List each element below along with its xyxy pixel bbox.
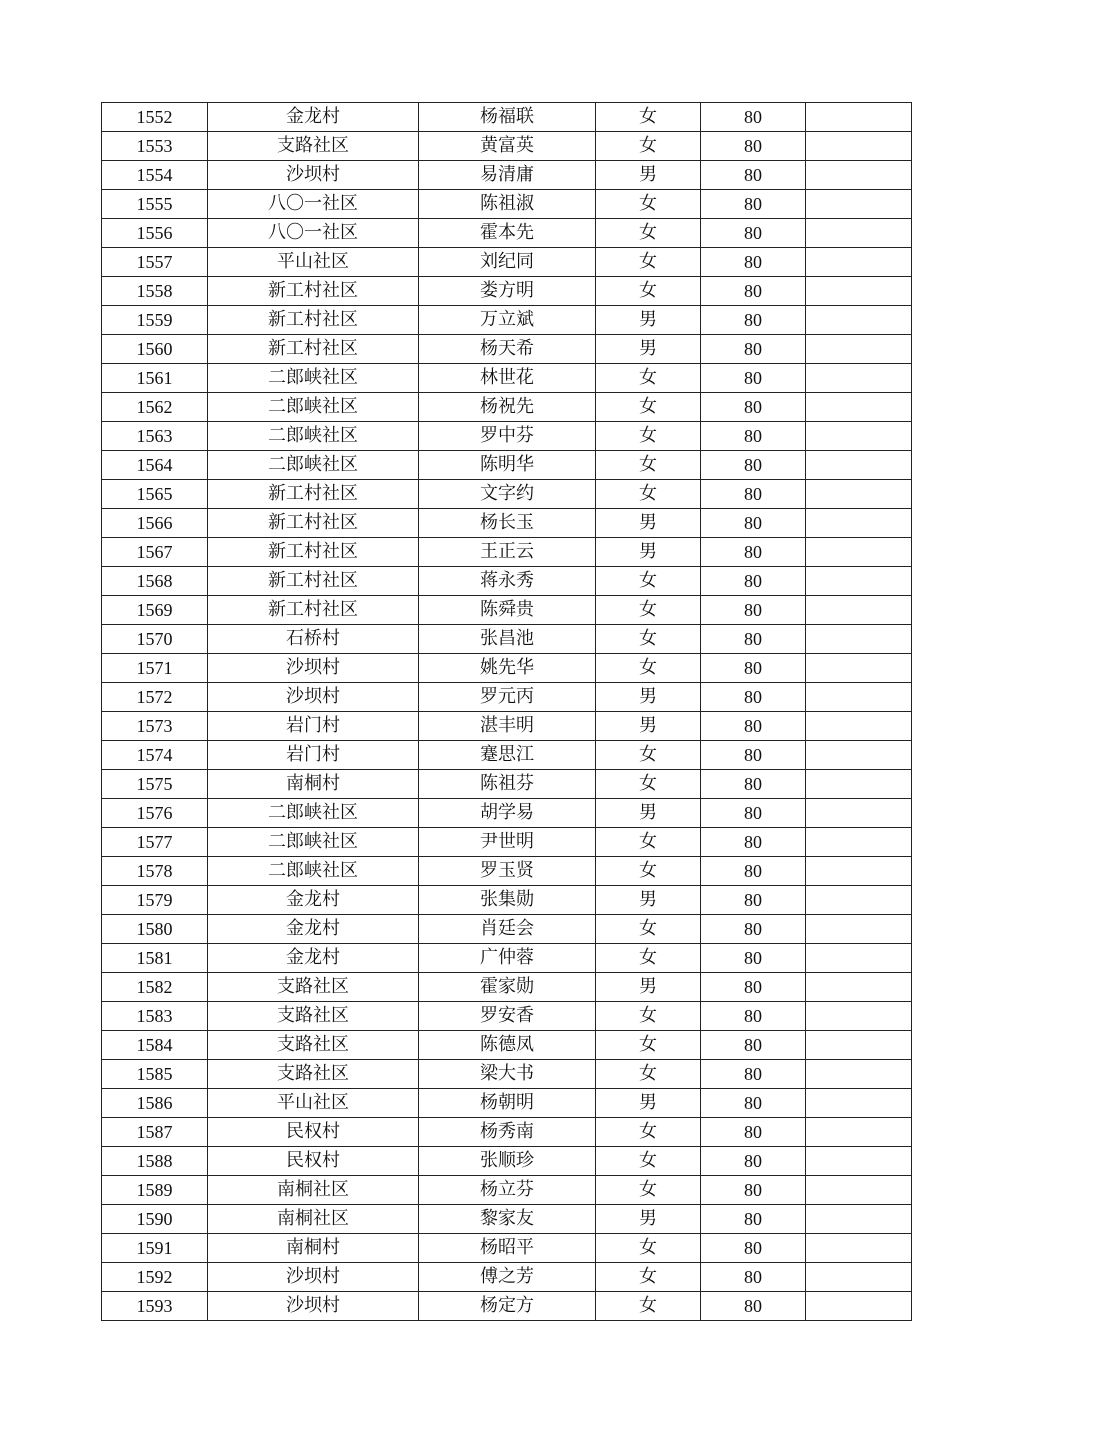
cell-remark: [806, 1002, 912, 1031]
cell-gender: 女: [596, 1118, 701, 1147]
cell-person-name: 罗玉贤: [419, 857, 596, 886]
table-row: [102, 596, 912, 625]
cell-remark: [806, 538, 912, 567]
cell-serial-number: 1565: [102, 480, 208, 509]
table-row: [102, 161, 912, 190]
cell-gender: 女: [596, 857, 701, 886]
cell-remark: [806, 248, 912, 277]
cell-age: 80: [701, 219, 806, 248]
cell-community: 新工村社区: [208, 567, 419, 596]
cell-community: 金龙村: [208, 886, 419, 915]
cell-community: 沙坝村: [208, 654, 419, 683]
cell-remark: [806, 451, 912, 480]
cell-serial-number: 1581: [102, 944, 208, 973]
table-row: [102, 248, 912, 277]
cell-remark: [806, 103, 912, 132]
cell-serial-number: 1590: [102, 1205, 208, 1234]
table-row: [102, 1176, 912, 1205]
cell-serial-number: 1580: [102, 915, 208, 944]
cell-community: 南桐社区: [208, 1205, 419, 1234]
cell-gender: 男: [596, 161, 701, 190]
table-row: [102, 509, 912, 538]
cell-community: 八〇一社区: [208, 219, 419, 248]
cell-gender: 女: [596, 596, 701, 625]
cell-remark: [806, 132, 912, 161]
cell-community: 金龙村: [208, 944, 419, 973]
cell-community: 新工村社区: [208, 596, 419, 625]
cell-community: 二郎峡社区: [208, 422, 419, 451]
cell-community: 沙坝村: [208, 1263, 419, 1292]
table-row: [102, 132, 912, 161]
cell-age: 80: [701, 1234, 806, 1263]
cell-serial-number: 1569: [102, 596, 208, 625]
cell-remark: [806, 741, 912, 770]
cell-remark: [806, 886, 912, 915]
cell-age: 80: [701, 886, 806, 915]
cell-remark: [806, 770, 912, 799]
cell-gender: 男: [596, 712, 701, 741]
cell-person-name: 蹇思江: [419, 741, 596, 770]
cell-remark: [806, 1147, 912, 1176]
cell-age: 80: [701, 828, 806, 857]
cell-community: 沙坝村: [208, 1292, 419, 1321]
table-row: [102, 712, 912, 741]
cell-person-name: 黎家友: [419, 1205, 596, 1234]
cell-gender: 女: [596, 1031, 701, 1060]
cell-age: 80: [701, 306, 806, 335]
cell-age: 80: [701, 190, 806, 219]
cell-remark: [806, 364, 912, 393]
cell-community: 二郎峡社区: [208, 799, 419, 828]
cell-remark: [806, 219, 912, 248]
cell-person-name: 杨天希: [419, 335, 596, 364]
cell-person-name: 林世花: [419, 364, 596, 393]
cell-remark: [806, 1176, 912, 1205]
cell-age: 80: [701, 248, 806, 277]
cell-remark: [806, 1118, 912, 1147]
cell-gender: 男: [596, 509, 701, 538]
cell-gender: 女: [596, 393, 701, 422]
cell-remark: [806, 1234, 912, 1263]
cell-community: 支路社区: [208, 132, 419, 161]
cell-age: 80: [701, 683, 806, 712]
cell-age: 80: [701, 1060, 806, 1089]
cell-person-name: 杨秀南: [419, 1118, 596, 1147]
cell-serial-number: 1583: [102, 1002, 208, 1031]
table-row: [102, 219, 912, 248]
table-row: [102, 625, 912, 654]
cell-person-name: 陈德凤: [419, 1031, 596, 1060]
cell-serial-number: 1582: [102, 973, 208, 1002]
cell-community: 石桥村: [208, 625, 419, 654]
cell-gender: 男: [596, 306, 701, 335]
table-row: [102, 1002, 912, 1031]
table-row: [102, 393, 912, 422]
cell-gender: 女: [596, 132, 701, 161]
cell-person-name: 霍本先: [419, 219, 596, 248]
cell-remark: [806, 306, 912, 335]
cell-remark: [806, 799, 912, 828]
cell-age: 80: [701, 1002, 806, 1031]
cell-gender: 女: [596, 567, 701, 596]
cell-serial-number: 1564: [102, 451, 208, 480]
cell-remark: [806, 712, 912, 741]
cell-serial-number: 1557: [102, 248, 208, 277]
cell-gender: 女: [596, 103, 701, 132]
cell-age: 80: [701, 625, 806, 654]
cell-person-name: 杨祝先: [419, 393, 596, 422]
cell-serial-number: 1576: [102, 799, 208, 828]
cell-age: 80: [701, 654, 806, 683]
cell-serial-number: 1587: [102, 1118, 208, 1147]
cell-gender: 女: [596, 1060, 701, 1089]
cell-serial-number: 1588: [102, 1147, 208, 1176]
cell-person-name: 刘纪同: [419, 248, 596, 277]
cell-person-name: 罗安香: [419, 1002, 596, 1031]
cell-age: 80: [701, 1147, 806, 1176]
cell-community: 新工村社区: [208, 306, 419, 335]
cell-person-name: 陈祖芬: [419, 770, 596, 799]
cell-remark: [806, 480, 912, 509]
table-row: [102, 306, 912, 335]
cell-community: 新工村社区: [208, 538, 419, 567]
cell-gender: 女: [596, 277, 701, 306]
cell-age: 80: [701, 741, 806, 770]
table-row: [102, 451, 912, 480]
cell-age: 80: [701, 393, 806, 422]
cell-age: 80: [701, 1031, 806, 1060]
cell-person-name: 湛丰明: [419, 712, 596, 741]
table-row: [102, 103, 912, 132]
cell-person-name: 尹世明: [419, 828, 596, 857]
cell-serial-number: 1556: [102, 219, 208, 248]
cell-remark: [806, 277, 912, 306]
cell-gender: 男: [596, 335, 701, 364]
cell-gender: 女: [596, 1147, 701, 1176]
cell-community: 二郎峡社区: [208, 393, 419, 422]
cell-gender: 女: [596, 741, 701, 770]
cell-community: 新工村社区: [208, 509, 419, 538]
cell-gender: 男: [596, 1205, 701, 1234]
table-row: [102, 654, 912, 683]
table-row: [102, 1089, 912, 1118]
cell-serial-number: 1586: [102, 1089, 208, 1118]
cell-gender: 女: [596, 248, 701, 277]
cell-age: 80: [701, 1205, 806, 1234]
cell-age: 80: [701, 712, 806, 741]
cell-gender: 女: [596, 1002, 701, 1031]
cell-serial-number: 1562: [102, 393, 208, 422]
cell-person-name: 罗中芬: [419, 422, 596, 451]
cell-person-name: 陈祖淑: [419, 190, 596, 219]
cell-remark: [806, 393, 912, 422]
cell-serial-number: 1584: [102, 1031, 208, 1060]
cell-age: 80: [701, 538, 806, 567]
cell-community: 支路社区: [208, 1060, 419, 1089]
cell-person-name: 万立斌: [419, 306, 596, 335]
cell-age: 80: [701, 480, 806, 509]
cell-gender: 女: [596, 480, 701, 509]
cell-serial-number: 1555: [102, 190, 208, 219]
cell-remark: [806, 1060, 912, 1089]
table-row: [102, 190, 912, 219]
cell-age: 80: [701, 335, 806, 364]
cell-serial-number: 1563: [102, 422, 208, 451]
cell-remark: [806, 1205, 912, 1234]
cell-person-name: 傅之芳: [419, 1263, 596, 1292]
cell-age: 80: [701, 799, 806, 828]
cell-person-name: 张昌池: [419, 625, 596, 654]
cell-community: 金龙村: [208, 103, 419, 132]
cell-age: 80: [701, 277, 806, 306]
cell-age: 80: [701, 364, 806, 393]
table-row: [102, 1263, 912, 1292]
cell-community: 沙坝村: [208, 161, 419, 190]
table-row: [102, 915, 912, 944]
cell-gender: 女: [596, 1176, 701, 1205]
table-row: [102, 741, 912, 770]
cell-person-name: 梁大书: [419, 1060, 596, 1089]
cell-serial-number: 1591: [102, 1234, 208, 1263]
cell-age: 80: [701, 1292, 806, 1321]
cell-community: 南桐村: [208, 1234, 419, 1263]
table-row: [102, 422, 912, 451]
table-row: [102, 1060, 912, 1089]
cell-remark: [806, 1292, 912, 1321]
cell-gender: 女: [596, 770, 701, 799]
table-row: [102, 857, 912, 886]
cell-gender: 女: [596, 422, 701, 451]
cell-remark: [806, 915, 912, 944]
cell-community: 岩门村: [208, 712, 419, 741]
cell-person-name: 杨定方: [419, 1292, 596, 1321]
cell-remark: [806, 161, 912, 190]
cell-community: 平山社区: [208, 1089, 419, 1118]
cell-person-name: 黄富英: [419, 132, 596, 161]
table-row: [102, 1234, 912, 1263]
table-row: [102, 1118, 912, 1147]
cell-remark: [806, 509, 912, 538]
cell-age: 80: [701, 422, 806, 451]
cell-age: 80: [701, 509, 806, 538]
cell-gender: 女: [596, 190, 701, 219]
cell-serial-number: 1553: [102, 132, 208, 161]
cell-community: 八〇一社区: [208, 190, 419, 219]
table-row: [102, 944, 912, 973]
cell-community: 支路社区: [208, 1031, 419, 1060]
cell-gender: 女: [596, 364, 701, 393]
cell-community: 新工村社区: [208, 277, 419, 306]
cell-age: 80: [701, 770, 806, 799]
cell-person-name: 杨福联: [419, 103, 596, 132]
table-row: [102, 770, 912, 799]
cell-serial-number: 1573: [102, 712, 208, 741]
cell-serial-number: 1589: [102, 1176, 208, 1205]
cell-person-name: 蒋永秀: [419, 567, 596, 596]
cell-serial-number: 1570: [102, 625, 208, 654]
table-row: [102, 335, 912, 364]
cell-gender: 女: [596, 625, 701, 654]
cell-gender: 女: [596, 828, 701, 857]
cell-person-name: 文字约: [419, 480, 596, 509]
cell-serial-number: 1568: [102, 567, 208, 596]
cell-community: 金龙村: [208, 915, 419, 944]
table-row: [102, 567, 912, 596]
cell-community: 二郎峡社区: [208, 364, 419, 393]
cell-remark: [806, 422, 912, 451]
cell-age: 80: [701, 567, 806, 596]
table-row: [102, 1205, 912, 1234]
cell-serial-number: 1577: [102, 828, 208, 857]
cell-community: 二郎峡社区: [208, 857, 419, 886]
cell-person-name: 张顺珍: [419, 1147, 596, 1176]
cell-person-name: 广仲蓉: [419, 944, 596, 973]
cell-remark: [806, 944, 912, 973]
cell-remark: [806, 828, 912, 857]
cell-gender: 女: [596, 1292, 701, 1321]
cell-community: 岩门村: [208, 741, 419, 770]
cell-serial-number: 1567: [102, 538, 208, 567]
cell-gender: 女: [596, 1263, 701, 1292]
table-row: [102, 538, 912, 567]
cell-age: 80: [701, 596, 806, 625]
cell-age: 80: [701, 1118, 806, 1147]
cell-age: 80: [701, 132, 806, 161]
cell-gender: 男: [596, 538, 701, 567]
cell-serial-number: 1554: [102, 161, 208, 190]
cell-remark: [806, 625, 912, 654]
cell-serial-number: 1578: [102, 857, 208, 886]
cell-person-name: 陈舜贵: [419, 596, 596, 625]
cell-gender: 男: [596, 973, 701, 1002]
table-row: [102, 480, 912, 509]
table-row: [102, 828, 912, 857]
cell-serial-number: 1552: [102, 103, 208, 132]
cell-remark: [806, 335, 912, 364]
table-row: [102, 683, 912, 712]
cell-remark: [806, 973, 912, 1002]
cell-serial-number: 1558: [102, 277, 208, 306]
cell-remark: [806, 683, 912, 712]
cell-community: 新工村社区: [208, 480, 419, 509]
cell-age: 80: [701, 915, 806, 944]
cell-person-name: 胡学易: [419, 799, 596, 828]
cell-gender: 男: [596, 799, 701, 828]
cell-community: 沙坝村: [208, 683, 419, 712]
cell-serial-number: 1561: [102, 364, 208, 393]
cell-serial-number: 1574: [102, 741, 208, 770]
table-row: [102, 1031, 912, 1060]
cell-community: 新工村社区: [208, 335, 419, 364]
cell-remark: [806, 1089, 912, 1118]
cell-serial-number: 1571: [102, 654, 208, 683]
cell-remark: [806, 1263, 912, 1292]
cell-person-name: 王正云: [419, 538, 596, 567]
cell-person-name: 杨长玉: [419, 509, 596, 538]
cell-serial-number: 1579: [102, 886, 208, 915]
cell-person-name: 霍家勋: [419, 973, 596, 1002]
table-row: [102, 277, 912, 306]
table-row: [102, 1147, 912, 1176]
cell-community: 南桐社区: [208, 1176, 419, 1205]
cell-community: 民权村: [208, 1147, 419, 1176]
cell-serial-number: 1566: [102, 509, 208, 538]
cell-gender: 女: [596, 654, 701, 683]
table-row: [102, 799, 912, 828]
roster-table-body: [102, 103, 912, 1321]
cell-serial-number: 1575: [102, 770, 208, 799]
cell-community: 二郎峡社区: [208, 828, 419, 857]
cell-community: 民权村: [208, 1118, 419, 1147]
cell-age: 80: [701, 973, 806, 1002]
cell-age: 80: [701, 1089, 806, 1118]
cell-age: 80: [701, 1176, 806, 1205]
cell-remark: [806, 596, 912, 625]
cell-gender: 女: [596, 451, 701, 480]
cell-age: 80: [701, 857, 806, 886]
cell-community: 南桐村: [208, 770, 419, 799]
cell-gender: 男: [596, 1089, 701, 1118]
cell-person-name: 张集勋: [419, 886, 596, 915]
cell-age: 80: [701, 1263, 806, 1292]
cell-serial-number: 1585: [102, 1060, 208, 1089]
table-row: [102, 364, 912, 393]
cell-serial-number: 1592: [102, 1263, 208, 1292]
table-row: [102, 973, 912, 1002]
cell-gender: 女: [596, 219, 701, 248]
cell-person-name: 肖廷会: [419, 915, 596, 944]
cell-person-name: 易清庸: [419, 161, 596, 190]
cell-gender: 男: [596, 886, 701, 915]
cell-serial-number: 1560: [102, 335, 208, 364]
cell-community: 平山社区: [208, 248, 419, 277]
cell-gender: 女: [596, 944, 701, 973]
cell-gender: 女: [596, 1234, 701, 1263]
cell-person-name: 杨昭平: [419, 1234, 596, 1263]
cell-person-name: 陈明华: [419, 451, 596, 480]
cell-serial-number: 1572: [102, 683, 208, 712]
cell-serial-number: 1593: [102, 1292, 208, 1321]
table-row: [102, 1292, 912, 1321]
cell-person-name: 娄方明: [419, 277, 596, 306]
cell-community: 二郎峡社区: [208, 451, 419, 480]
cell-remark: [806, 567, 912, 596]
cell-community: 支路社区: [208, 973, 419, 1002]
cell-remark: [806, 190, 912, 219]
cell-remark: [806, 654, 912, 683]
cell-age: 80: [701, 103, 806, 132]
cell-age: 80: [701, 161, 806, 190]
cell-gender: 男: [596, 683, 701, 712]
cell-community: 支路社区: [208, 1002, 419, 1031]
cell-person-name: 罗元丙: [419, 683, 596, 712]
cell-age: 80: [701, 451, 806, 480]
cell-remark: [806, 857, 912, 886]
cell-person-name: 杨立芬: [419, 1176, 596, 1205]
cell-person-name: 姚先华: [419, 654, 596, 683]
cell-age: 80: [701, 944, 806, 973]
roster-table: [101, 102, 912, 1321]
cell-serial-number: 1559: [102, 306, 208, 335]
cell-person-name: 杨朝明: [419, 1089, 596, 1118]
table-row: [102, 886, 912, 915]
cell-remark: [806, 1031, 912, 1060]
cell-gender: 女: [596, 915, 701, 944]
